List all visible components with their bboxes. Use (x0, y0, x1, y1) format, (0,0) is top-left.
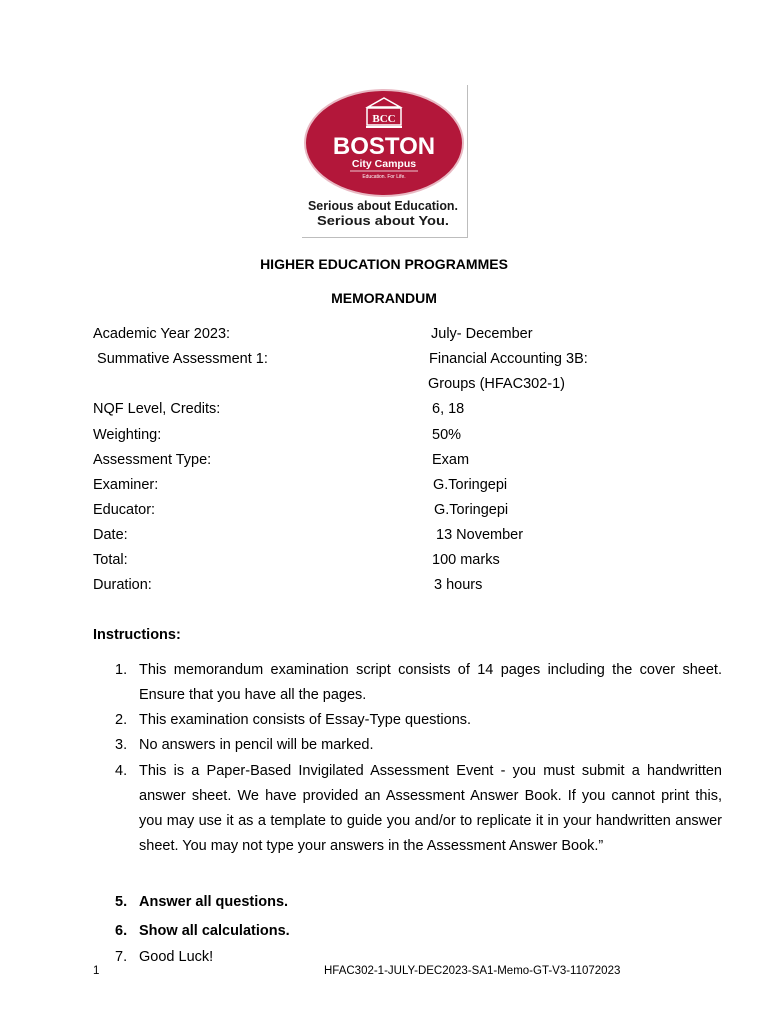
instruction-item: This memorandum examination script consists of 14 pages including the cover sheet. Ensure that you have all the pages. (139, 662, 722, 703)
detail-label: NQF Level, Credits: (93, 401, 221, 417)
detail-value: Exam (432, 452, 470, 468)
detail-value: 50% (432, 427, 462, 443)
logo-initials: BCC (372, 113, 396, 125)
instruction-item: Good Luck! (139, 949, 214, 965)
instruction-item: Show all calculations. (139, 923, 290, 939)
detail-value: 6, 18 (432, 401, 465, 417)
detail-value: 13 November (436, 527, 524, 543)
instruction-item: This is a Paper-Based Invigilated Assessment Event - you must submit a handwritten answer sheet. We have provided an Assessment Answer Book. If you cannot print this, you may use it as a template to guide you and/or to replicate it in your handwritten answer sheet. You may not type your answers in the Assessment Answer Book.” (139, 763, 722, 854)
detail-value: G.Toringepi (433, 477, 508, 493)
logo-slogan-line2: Serious about You. (317, 214, 449, 228)
detail-value: July- December (431, 326, 533, 342)
memorandum-heading: MEMORANDUM (331, 290, 437, 306)
logo-slogan-line1: Serious about Education. (308, 199, 458, 213)
detail-label: Date: (93, 527, 128, 543)
detail-value: 100 marks (432, 552, 500, 568)
instruction-item: No answers in pencil will be marked. (139, 737, 374, 753)
programmes-heading: HIGHER EDUCATION PROGRAMMES (260, 256, 508, 272)
instruction-item: Answer all questions. (139, 894, 289, 910)
instruction-number: 6. (115, 923, 128, 939)
detail-label: Assessment Type: (93, 452, 212, 468)
detail-label: Summative Assessment 1: (93, 351, 268, 367)
detail-label: Duration: (93, 577, 152, 593)
detail-value: 3 hours (434, 577, 483, 593)
detail-label: Educator: (93, 502, 156, 518)
instruction-number: 2. (115, 712, 128, 728)
detail-label: Total: (93, 552, 128, 568)
instruction-item: This examination consists of Essay-Type questions. (139, 712, 472, 728)
detail-label: Examiner: (93, 477, 159, 493)
detail-value: G.Toringepi (434, 502, 509, 518)
instruction-number: 7. (115, 949, 128, 965)
instruction-number: 5. (115, 894, 128, 910)
detail-label: Weighting: (93, 427, 162, 443)
page-number: 1 (93, 965, 100, 977)
logo-graphic (302, 85, 467, 237)
detail-value: Groups (HFAC302-1) (428, 376, 565, 392)
document-code: HFAC302-1-JULY-DEC2023-SA1-Memo-GT-V3-11072023 (324, 965, 621, 977)
logo-sub: City Campus (351, 158, 417, 170)
instructions-title: Instructions: (93, 627, 181, 643)
instruction-number: 3. (115, 737, 128, 753)
instruction-number: 1. (115, 662, 128, 678)
logo-name: BOSTON (332, 133, 436, 160)
instruction-number: 4. (115, 763, 128, 779)
logo-tagline-small: Education. For Life. (362, 174, 406, 180)
detail-label: Academic Year 2023: (93, 326, 231, 342)
detail-value: Financial Accounting 3B: (429, 351, 588, 367)
boston-city-campus-logo (302, 85, 468, 238)
